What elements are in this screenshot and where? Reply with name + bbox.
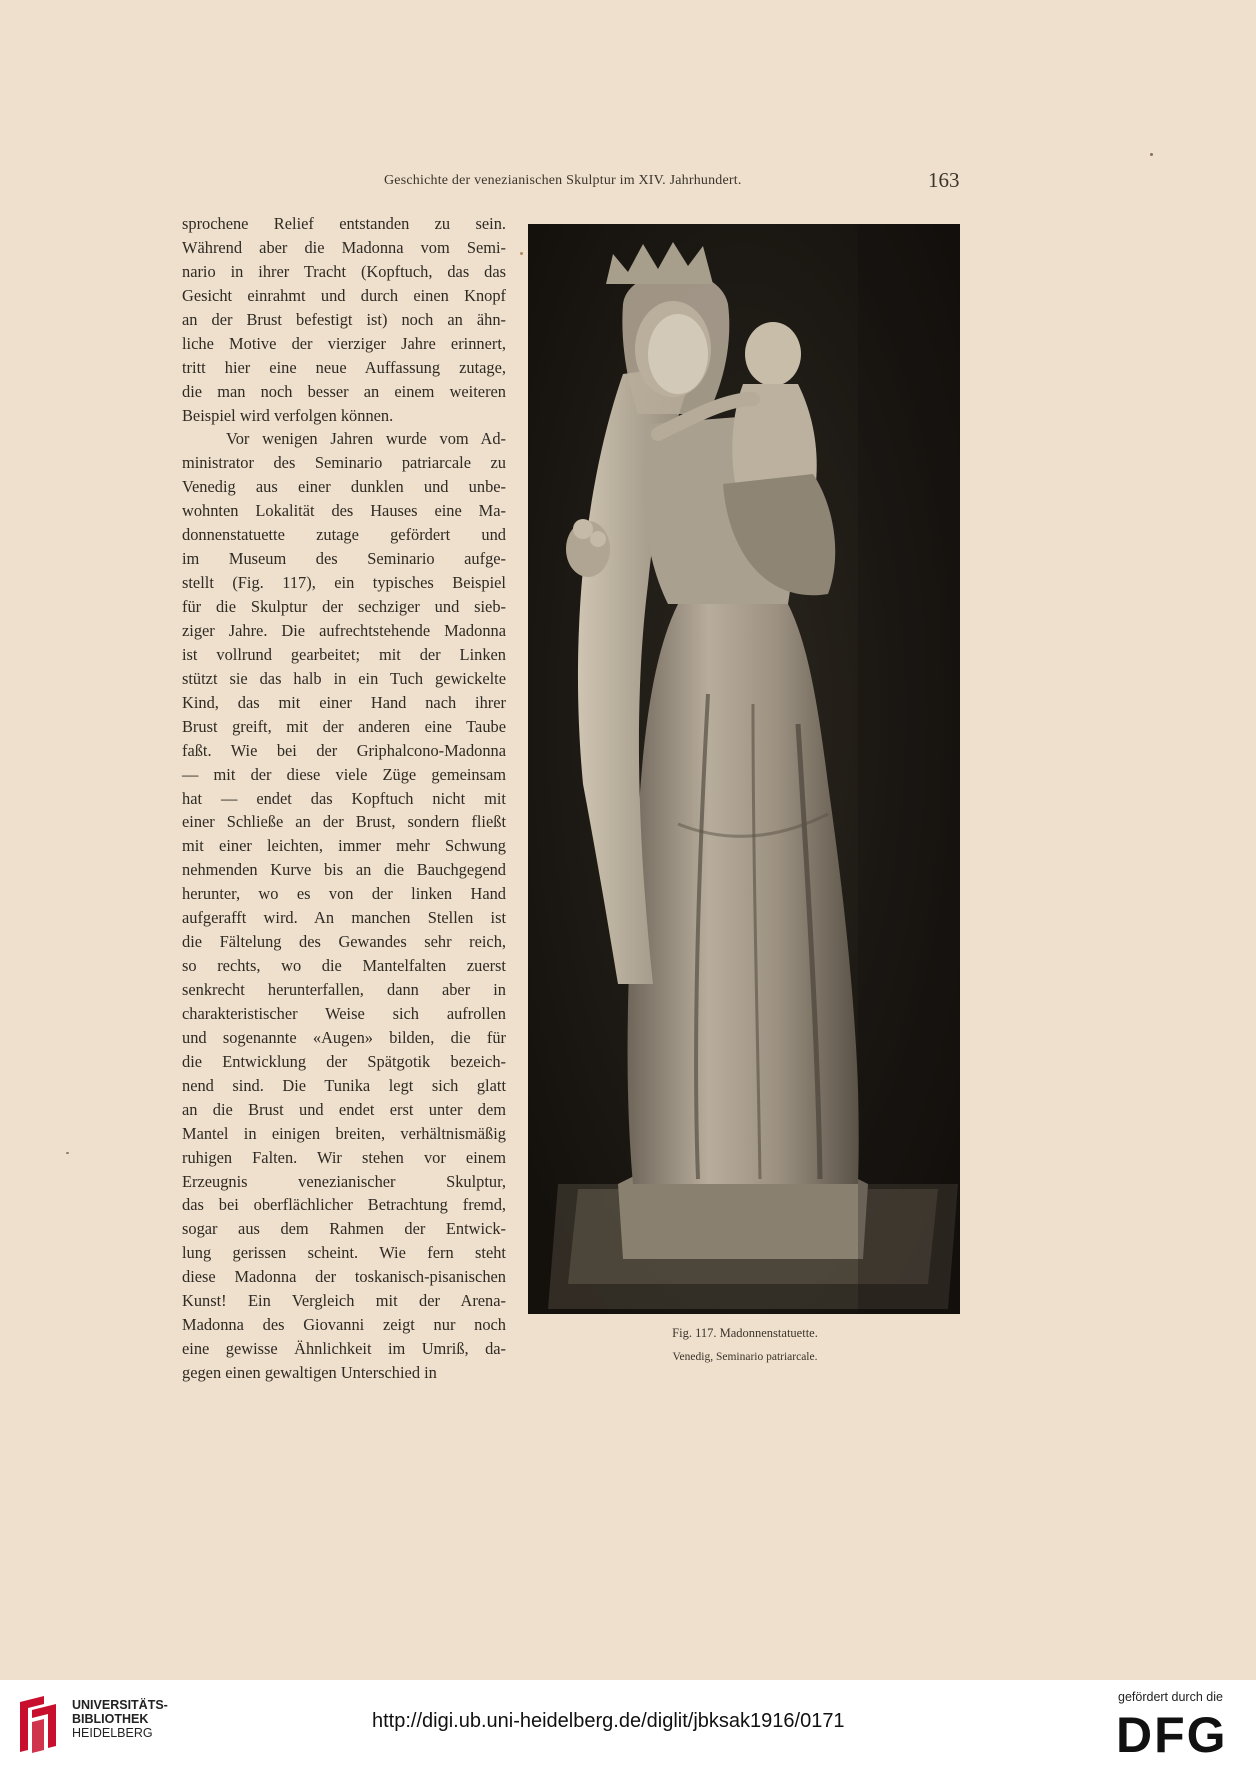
- library-name-line3: HEIDELBERG: [72, 1726, 153, 1740]
- text-line: faßt. Wie bei der Griphalcono-Madonna: [182, 740, 506, 760]
- text-line: nend sind. Die Tunika legt sich glatt: [182, 1075, 506, 1095]
- footer-bar: [0, 1680, 1256, 1769]
- paper-speck: [66, 1152, 69, 1154]
- text-line: im Museum des Seminario aufge-: [182, 549, 506, 569]
- text-line: die Entwicklung der Spätgotik bezeich-: [182, 1051, 506, 1071]
- figure-caption-title: Fig. 117. Madonnenstatuette.: [672, 1326, 818, 1340]
- child-head: [745, 322, 801, 386]
- text-line: sogar aus dem Rahmen der Entwick-: [182, 1219, 506, 1239]
- text-line: so rechts, wo die Mantelfalten zuerst: [182, 956, 506, 976]
- text-line: gegen einen gewaltigen Unterschied in: [182, 1363, 437, 1382]
- paper-speck: [520, 252, 523, 255]
- text-line: die man noch besser an einem weiteren: [182, 381, 506, 401]
- dfg-logo: DFG: [1116, 1707, 1228, 1763]
- figure-caption-location: Venedig, Seminario patriarcale.: [672, 1351, 818, 1363]
- text-line: Brust greift, mit der anderen eine Taube: [182, 716, 506, 736]
- text-line: Venedig aus einer dunklen und unbe-: [182, 477, 506, 497]
- funded-by-label: gefördert durch die: [1118, 1690, 1223, 1704]
- text-line: ziger Jahre. Die aufrechtstehende Madonna: [182, 620, 506, 640]
- text-line: mit einer leichten, immer mehr Schwung: [182, 836, 506, 856]
- text-line: tritt hier eine neue Auffassung zutage,: [182, 357, 506, 377]
- text-line: senkrecht herunterfallen, dann aber in: [182, 980, 506, 999]
- text-line: liche Motive der vierziger Jahre erinnert,: [182, 333, 506, 353]
- text-line: aufgerafft wird. An manchen Stellen ist: [182, 908, 506, 928]
- library-name-line1: UNIVERSITÄTS-: [72, 1698, 168, 1712]
- text-line: Kind, das mit einer Hand nach ihrer: [182, 692, 506, 712]
- text-line: nehmenden Kurve bis an die Bauchgegend: [182, 860, 506, 880]
- document-url-link[interactable]: http://digi.ub.uni-heidelberg.de/diglit/jbksak1916/0171: [372, 1710, 845, 1732]
- text-line: eine gewisse Ähnlichkeit im Umriß, da-: [182, 1339, 506, 1359]
- text-line: herunter, wo es von der linken Hand: [182, 884, 506, 904]
- library-name: [72, 1698, 168, 1740]
- text-line: Kunst! Ein Vergleich mit der Arena-: [182, 1291, 506, 1311]
- text-line: diese Madonna der toskanisch-pisanischen: [182, 1267, 506, 1287]
- text-line: Vor wenigen Jahren wurde vom Ad-: [226, 429, 506, 449]
- text-line: an die Brust und endet erst unter dem: [182, 1099, 506, 1119]
- ub-heidelberg-logo-icon: [14, 1694, 64, 1756]
- page-number: 163: [928, 168, 960, 192]
- text-line: Mantel in einigen breiten, verhältnismäßig: [182, 1123, 506, 1143]
- text-line: für die Skulptur der sechziger und sieb-: [182, 597, 506, 616]
- text-line: charakteristischer Weise sich aufrollen: [182, 1003, 506, 1023]
- text-line: Erzeugnis venezianischer Skulptur,: [182, 1171, 506, 1191]
- text-line: an der Brust befestigt ist) noch an ähn-: [182, 309, 506, 329]
- text-line: und sogenannte «Augen» bilden, die für: [182, 1027, 506, 1047]
- text-line: einer Schließe an der Brust, sondern fließt: [182, 812, 506, 832]
- text-line: Madonna des Giovanni zeigt nur noch: [182, 1315, 506, 1335]
- text-line: ruhigen Falten. Wir stehen vor einem: [182, 1147, 506, 1167]
- text-line: lung gerissen scheint. Wie fern steht: [182, 1243, 506, 1263]
- text-line: donnenstatuette zutage gefördert und: [182, 525, 506, 545]
- figure-photo: [528, 224, 960, 1314]
- text-line: stützt sie das halb in ein Tuch gewickelte: [182, 668, 506, 688]
- text-line: Gesicht einrahmt und durch einen Knopf: [182, 285, 506, 305]
- text-line: Während aber die Madonna vom Semi-: [182, 237, 506, 257]
- paper-speck: [1150, 153, 1153, 156]
- text-line: das bei oberflächlicher Betrachtung fremd,: [182, 1195, 506, 1215]
- text-line: sprochene Relief entstanden zu sein.: [182, 214, 506, 233]
- text-line: die Fältelung des Gewandes sehr reich,: [182, 932, 506, 952]
- text-line: Beispiel wird verfolgen können.: [182, 405, 394, 425]
- text-line: nario in ihrer Tracht (Kopftuch, das das: [182, 261, 506, 281]
- text-line: ist vollrund gearbeitet; mit der Linken: [182, 644, 506, 664]
- text-line: stellt (Fig. 117), ein typisches Beispiel: [182, 573, 506, 593]
- text-line: ministrator des Seminario patriarcale zu: [182, 453, 506, 473]
- text-line: wohnten Lokalität des Hauses eine Ma-: [182, 501, 506, 521]
- text-line: — mit der diese viele Züge gemeinsam: [182, 764, 506, 784]
- text-line: hat — endet das Kopftuch nicht mit: [182, 788, 506, 808]
- library-name-line2: BIBLIOTHEK: [72, 1712, 149, 1726]
- body-text: [182, 212, 506, 1385]
- running-head: Geschichte der venezianischen Skulptur im XIV. Jahrhundert.: [384, 173, 742, 188]
- figure-caption: [560, 1326, 930, 1363]
